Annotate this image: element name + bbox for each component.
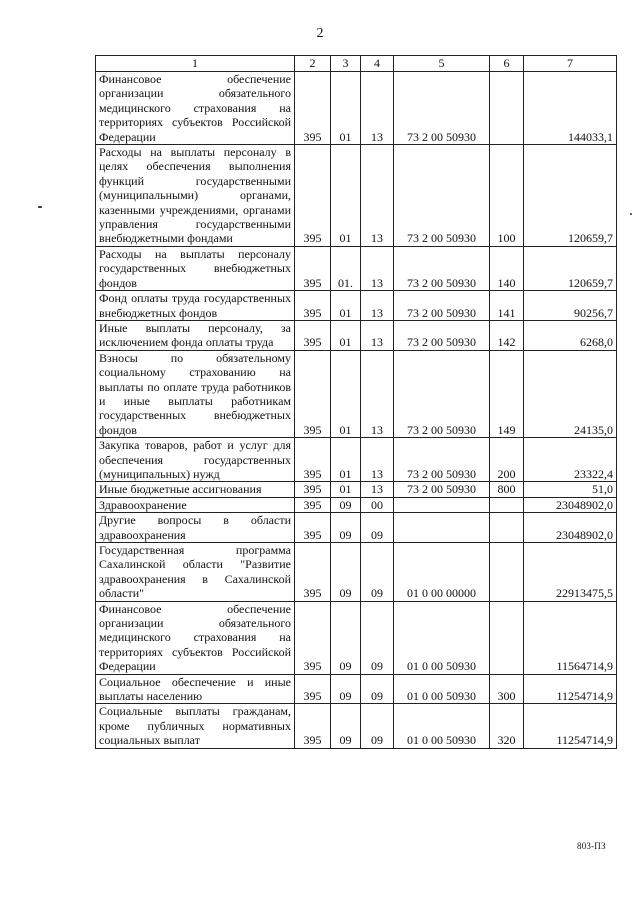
target-article: 73 2 00 50930 [394, 438, 490, 482]
amount: 144033,1 [524, 72, 617, 145]
table-row [96, 320, 617, 350]
table-row [96, 543, 617, 602]
admin-code: 395 [295, 704, 331, 748]
header-row [96, 56, 617, 72]
admin-code: 395 [295, 674, 331, 704]
subsection-code: 13 [361, 291, 394, 321]
target-article: 73 2 00 50930 [394, 246, 490, 290]
expense-type: 141 [490, 291, 524, 321]
row-name: Финансовое обеспечение организации обязательного медицинского страхования на территориях субъектов Российской Федерации [96, 72, 295, 145]
target-article: 73 2 00 50930 [394, 291, 490, 321]
target-article: 01 0 00 50930 [394, 601, 490, 674]
amount: 11254714,9 [524, 674, 617, 704]
admin-code: 395 [295, 543, 331, 602]
admin-code: 395 [295, 145, 331, 247]
row-name: Социальные выплаты гражданам, кроме публичных нормативных социальных выплат [96, 704, 295, 748]
subsection-code: 09 [361, 674, 394, 704]
expense-type: 200 [490, 438, 524, 482]
section-code: 09 [331, 543, 361, 602]
amount: 23322,4 [524, 438, 617, 482]
table-row [96, 674, 617, 704]
expense-type: 142 [490, 320, 524, 350]
table-row [96, 482, 617, 497]
subsection-code: 09 [361, 513, 394, 543]
admin-code: 395 [295, 513, 331, 543]
section-code: 09 [331, 704, 361, 748]
admin-code: 395 [295, 482, 331, 497]
expense-type: 149 [490, 350, 524, 437]
scan-mark [630, 213, 632, 215]
subsection-code: 09 [361, 704, 394, 748]
target-article: 73 2 00 50930 [394, 145, 490, 247]
table-row [96, 145, 617, 247]
table-row [96, 601, 617, 674]
column-header: 3 [331, 56, 361, 72]
section-code: 09 [331, 601, 361, 674]
document-code: 803-ПЗ [577, 841, 606, 851]
row-name: Взносы по обязательному социальному страхованию на выплаты по оплате труда работников и иные выплаты работникам государственных внебюджетных фондов [96, 350, 295, 437]
section-code: 01 [331, 438, 361, 482]
row-name: Расходы на выплаты персоналу государственных внебюджетных фондов [96, 246, 295, 290]
target-article: 73 2 00 50930 [394, 72, 490, 145]
admin-code: 395 [295, 320, 331, 350]
amount: 11254714,9 [524, 704, 617, 748]
scan-mark [38, 206, 42, 208]
subsection-code: 09 [361, 601, 394, 674]
amount: 23048902,0 [524, 513, 617, 543]
section-code: 01 [331, 291, 361, 321]
row-name: Иные выплаты персоналу, за исключением фонда оплаты труда [96, 320, 295, 350]
amount: 120659,7 [524, 145, 617, 247]
admin-code: 395 [295, 291, 331, 321]
column-header: 2 [295, 56, 331, 72]
row-name: Социальное обеспечение и иные выплаты населению [96, 674, 295, 704]
expense-type: 300 [490, 674, 524, 704]
expense-type [490, 543, 524, 602]
expense-type: 140 [490, 246, 524, 290]
target-article: 01 0 00 00000 [394, 543, 490, 602]
row-name: Финансовое обеспечение организации обязательного медицинского страхования на территориях субъектов Российской Федерации [96, 601, 295, 674]
subsection-code: 13 [361, 145, 394, 247]
section-code: 09 [331, 674, 361, 704]
section-code: 01 [331, 145, 361, 247]
target-article [394, 497, 490, 512]
column-header: 5 [394, 56, 490, 72]
subsection-code: 13 [361, 72, 394, 145]
expense-type [490, 513, 524, 543]
expense-type [490, 601, 524, 674]
amount: 51,0 [524, 482, 617, 497]
table-row [96, 497, 617, 512]
target-article: 73 2 00 50930 [394, 482, 490, 497]
subsection-code: 13 [361, 246, 394, 290]
subsection-code: 09 [361, 543, 394, 602]
amount: 24135,0 [524, 350, 617, 437]
target-article: 73 2 00 50930 [394, 320, 490, 350]
row-name: Государственная программа Сахалинской области "Развитие здравоохранения в Сахалинской области" [96, 543, 295, 602]
amount: 90256,7 [524, 291, 617, 321]
target-article: 01 0 00 50930 [394, 674, 490, 704]
table-row [96, 438, 617, 482]
row-name: Иные бюджетные ассигнования [96, 482, 295, 497]
section-code: 01 [331, 350, 361, 437]
amount: 6268,0 [524, 320, 617, 350]
amount: 22913475,5 [524, 543, 617, 602]
row-name: Закупка товаров, работ и услуг для обеспечения государственных (муниципальных) нужд [96, 438, 295, 482]
expense-type [490, 497, 524, 512]
target-article [394, 513, 490, 543]
table-row [96, 246, 617, 290]
admin-code: 395 [295, 601, 331, 674]
section-code: 01 [331, 72, 361, 145]
column-header: 1 [96, 56, 295, 72]
row-name: Здравоохранение [96, 497, 295, 512]
table-row [96, 72, 617, 145]
table-row [96, 291, 617, 321]
column-header: 7 [524, 56, 617, 72]
row-name: Фонд оплаты труда государственных внебюджетных фондов [96, 291, 295, 321]
expense-type: 800 [490, 482, 524, 497]
admin-code: 395 [295, 350, 331, 437]
amount: 120659,7 [524, 246, 617, 290]
admin-code: 395 [295, 72, 331, 145]
amount: 11564714,9 [524, 601, 617, 674]
section-code: 01. [331, 246, 361, 290]
section-code: 09 [331, 513, 361, 543]
page-number: 2 [316, 26, 324, 41]
admin-code: 395 [295, 497, 331, 512]
subsection-code: 13 [361, 482, 394, 497]
table-row [96, 350, 617, 437]
subsection-code: 13 [361, 350, 394, 437]
expense-type [490, 72, 524, 145]
row-name: Другие вопросы в области здравоохранения [96, 513, 295, 543]
subsection-code: 00 [361, 497, 394, 512]
section-code: 01 [331, 482, 361, 497]
target-article: 01 0 00 50930 [394, 704, 490, 748]
column-header: 4 [361, 56, 394, 72]
section-code: 09 [331, 497, 361, 512]
expense-type: 100 [490, 145, 524, 247]
admin-code: 395 [295, 438, 331, 482]
subsection-code: 13 [361, 438, 394, 482]
target-article: 73 2 00 50930 [394, 350, 490, 437]
table-row [96, 513, 617, 543]
section-code: 01 [331, 320, 361, 350]
table-row [96, 704, 617, 748]
column-header: 6 [490, 56, 524, 72]
expense-type: 320 [490, 704, 524, 748]
budget-table [95, 55, 617, 749]
admin-code: 395 [295, 246, 331, 290]
amount: 23048902,0 [524, 497, 617, 512]
subsection-code: 13 [361, 320, 394, 350]
row-name: Расходы на выплаты персоналу в целях обеспечения выполнения функций государственными (муниципальными) органами, казенными учреждениями, органами управления государственными внебюджетными фондами [96, 145, 295, 247]
